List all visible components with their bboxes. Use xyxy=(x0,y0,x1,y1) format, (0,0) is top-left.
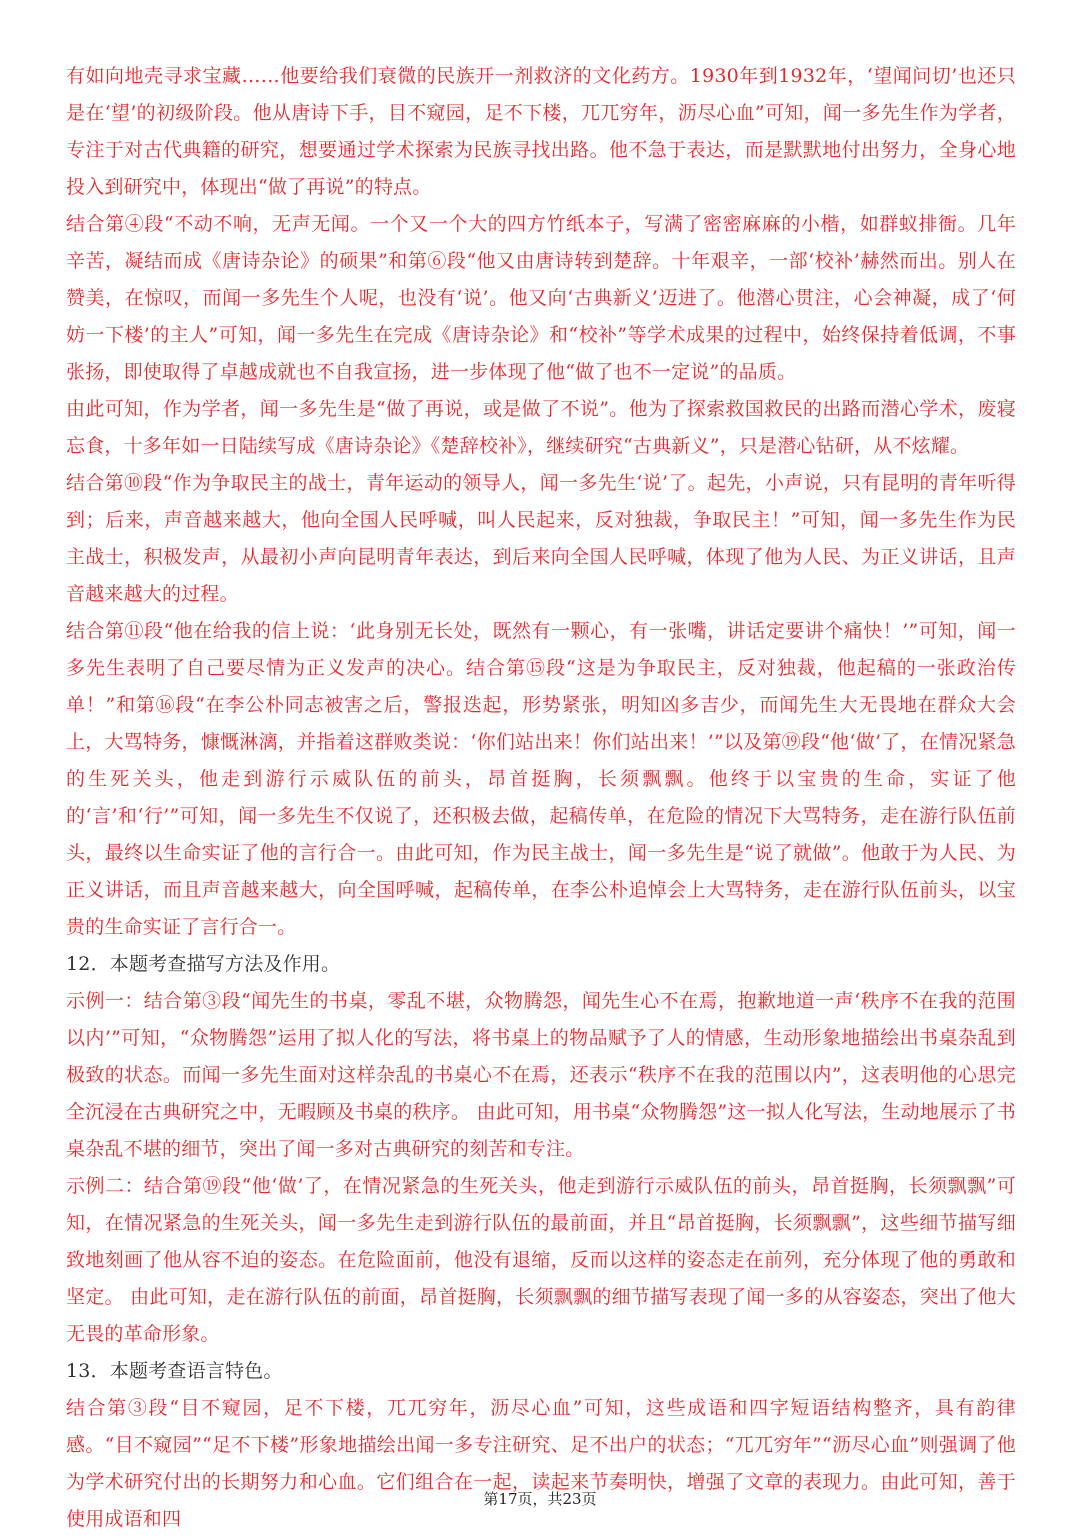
answer-paragraph-4: 结合第⑩段“作为争取民主的战士，青年运动的领导人，闻一多先生‘说’了。起先，小声说，只有昆明的青年听得到；后来，声音越来越大，他向全国人民呼喊，叫人民起来，反对独裁，争取民主！”可知，闻一多先生作为民主战士，积极发声，从最初小声向昆明青年表达，到后来向全国人民呼喊，体现了他为人民、为正义讲话，且声音越来越大的过程。 xyxy=(66,472,1016,605)
question-12-heading: 12．本题考查描写方法及作用。 xyxy=(66,953,341,975)
document-body xyxy=(66,58,1016,1538)
example-two-paragraph: 示例二：结合第⑲段“他‘做’了，在情况紧急的生死关头，他走到游行示威队伍的前头，昂首挺胸，长须飘飘”可知，在情况紧急的生死关头，闻一多先生走到游行队伍的最前面，并且“昂首挺胸，长须飘飘”，这些细节描写细致地刻画了他从容不迫的姿态。在危险面前，他没有退缩，反而以这样的姿态走在前列，充分体现了他的勇敢和坚定。 由此可知，走在游行队伍的前面，昂首挺胸，长须飘飘的细节描写表现了闻一多的从容姿态，突出了他大无畏的革命形象。 xyxy=(66,1175,1016,1345)
answer-paragraph-3: 由此可知，作为学者，闻一多先生是“做了再说，或是做了不说”。他为了探索救国救民的出路而潜心学术，废寝忘食，十多年如一日陆续写成《唐诗杂论》《楚辞校补》，继续研究“古典新义”，只是潜心钻研，从不炫耀。 xyxy=(66,398,1016,457)
example-one-paragraph: 示例一：结合第③段“闻先生的书桌，零乱不堪，众物腾怨，闻先生心不在焉，抱歉地道一声‘秩序不在我的范围以内’”可知，“众物腾怨”运用了拟人化的写法，将书桌上的物品赋予了人的情感，生动形象地描绘出书桌杂乱到极致的状态。而闻一多先生面对这样杂乱的书桌心不在焉，还表示“秩序不在我的范围以内”，这表明他的心思完全沉浸在古典研究之中，无暇顾及书桌的秩序。 由此可知，用书桌“众物腾怨”这一拟人化写法，生动地展示了书桌杂乱不堪的细节，突出了闻一多对古典研究的刻苦和专注。 xyxy=(66,990,1016,1160)
answer-paragraph-2: 结合第④段“不动不响，无声无闻。一个又一个大的四方竹纸本子，写满了密密麻麻的小楷，如群蚁排衙。几年辛苦，凝结而成《唐诗杂论》的硕果”和第⑥段“他又由唐诗转到楚辞。十年艰辛，一部‘校补’赫然而出。别人在赞美，在惊叹，而闻一多先生个人呢，也没有‘说’。他又向‘古典新义’迈进了。他潜心贯注，心会神凝，成了‘何妨一下楼’的主人”可知，闻一多先生在完成《唐诗杂论》和“校补”等学术成果的过程中，始终保持着低调，不事张扬，即使取得了卓越成就也不自我宣扬，进一步体现了他“做了也不一定说”的品质。 xyxy=(66,213,1016,383)
answer-paragraph-1: 有如向地壳寻求宝藏……他要给我们衰微的民族开一剂救济的文化药方。1930年到1932年，‘望闻问切’也还只是在‘望’的初级阶段。他从唐诗下手，目不窥园，足不下楼，兀兀穷年，沥尽心血”可知，闻一多先生作为学者，专注于对古代典籍的研究，想要通过学术探索为民族寻找出路。他不急于表达，而是默默地付出努力，全身心地投入到研究中，体现出“做了再说”的特点。 xyxy=(66,65,1016,198)
page-number: 第17页，共23页 xyxy=(483,1490,597,1508)
answer-paragraph-13: 结合第③段“目不窥园，足不下楼，兀兀穷年，沥尽心血”可知，这些成语和四字短语结构整齐，具有韵律感。“目不窥园”“足不下楼”形象地描绘出闻一多专注研究、足不出户的状态；“兀兀穷年”“沥尽心血”则强调了他为学术研究付出的长期努力和心血。它们组合在一起，读起来节奏明快，增强了文章的表现力。由此可知，善于使用成语和四 xyxy=(66,1397,1016,1530)
question-13-heading: 13．本题考查语言特色。 xyxy=(66,1360,283,1382)
answer-paragraph-5: 结合第⑪段“他在给我的信上说：‘此身别无长处，既然有一颗心，有一张嘴，讲话定要讲个痛快！’”可知，闻一多先生表明了自己要尽情为正义发声的决心。结合第⑮段“这是为争取民主，反对独裁，他起稿的一张政治传单！”和第⑯段“在李公朴同志被害之后，警报迭起，形势紧张，明知凶多吉少，而闻先生大无畏地在群众大会上，大骂特务，慷慨淋漓，并指着这群败类说：‘你们站出来！你们站出来！’”以及第⑲段“他‘做’了，在情况紧急的生死关头，他走到游行示威队伍的前头，昂首挺胸，长须飘飘。他终于以宝贵的生命，实证了他的‘言’和‘行’”可知，闻一多先生不仅说了，还积极去做，起稿传单，在危险的情况下大骂特务，走在游行队伍前头，最终以生命实证了他的言行合一。由此可知，作为民主战士，闻一多先生是“说了就做”。他敢于为人民、为正义讲话，而且声音越来越大，向全国呼喊，起稿传单，在李公朴追悼会上大骂特务，走在游行队伍前头，以宝贵的生命实证了言行合一。 xyxy=(66,620,1016,938)
